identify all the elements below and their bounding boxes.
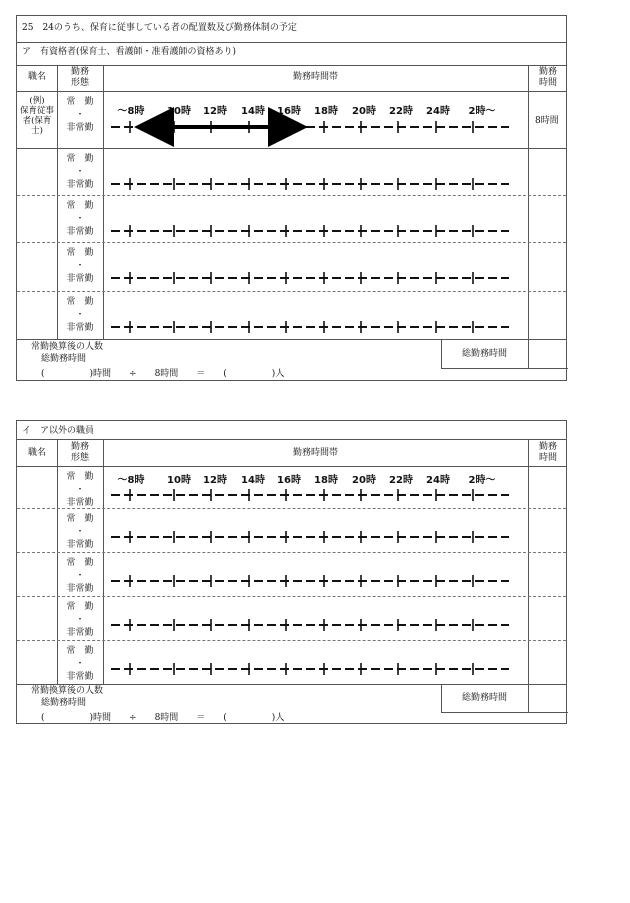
section-a-title: 25 24のうち、保育に従事している者の配置数及び勤務体制の予定 — [22, 23, 297, 33]
footer-line2: 総勤務時間 — [41, 354, 87, 364]
employment-full: 常 勤 — [66, 201, 94, 211]
footer-line2-b: 総勤務時間 — [41, 698, 87, 708]
time-label: ～8時 — [117, 475, 145, 486]
header-work-type-b: 勤務 形態 — [70, 442, 89, 463]
employment-part: 非常勤 — [66, 628, 94, 638]
employment-dot: ・ — [75, 527, 85, 537]
employment-part: 非常勤 — [66, 672, 94, 682]
timeline-grid-b — [17, 421, 568, 725]
example-role: (例) 保育従事 者(保育 士) — [19, 96, 54, 136]
footer-formula-b: ( )時間 ÷ 8時間 ＝ ( )人 — [41, 713, 285, 723]
header-work-type: 勤務 形態 — [70, 67, 89, 88]
employment-dot: ・ — [75, 261, 85, 271]
header-role-b: 職名 — [27, 448, 46, 458]
time-label: 24時 — [426, 475, 450, 486]
section-a-table — [16, 15, 567, 381]
employment-full: 常 勤 — [66, 97, 94, 107]
section-b-table — [16, 420, 567, 724]
employment-part: 非常勤 — [66, 123, 94, 133]
time-label: 12時 — [203, 106, 227, 117]
header-hours: 勤務 時間 — [538, 67, 557, 88]
employment-dot: ・ — [75, 214, 85, 224]
section-a-subtitle: ア 有資格者(保育士、看護師・准看護師の資格あり) — [22, 47, 237, 57]
employment-full: 常 勤 — [66, 646, 94, 656]
employment-full: 常 勤 — [66, 602, 94, 612]
section-b-subtitle: イ ア以外の職員 — [22, 426, 95, 436]
employment-part: 非常勤 — [66, 227, 94, 237]
time-label: 2時～ — [468, 475, 496, 486]
employment-dot: ・ — [75, 659, 85, 669]
time-label: 14時 — [241, 106, 265, 117]
employment-part: 非常勤 — [66, 540, 94, 550]
time-label: 12時 — [203, 475, 227, 486]
time-label: 22時 — [389, 106, 413, 117]
example-hours: 8時間 — [535, 116, 559, 126]
time-label: 20時 — [352, 106, 376, 117]
employment-part: 非常勤 — [66, 323, 94, 333]
time-label: 20時 — [352, 475, 376, 486]
time-label: 14時 — [241, 475, 265, 486]
header-time-band-b: 勤務時間帯 — [292, 448, 338, 458]
employment-part: 非常勤 — [66, 274, 94, 284]
employment-dot: ・ — [75, 167, 85, 177]
header-role: 職名 — [27, 72, 46, 82]
time-label: 18時 — [314, 475, 338, 486]
footer-total-label-b: 総勤務時間 — [461, 693, 507, 703]
employment-full: 常 勤 — [66, 514, 94, 524]
employment-dot: ・ — [75, 571, 85, 581]
employment-part: 非常勤 — [66, 180, 94, 190]
time-label: 10時 — [167, 106, 191, 117]
time-label: ～8時 — [117, 106, 145, 117]
footer-total-label: 総勤務時間 — [461, 349, 507, 359]
time-label: 18時 — [314, 106, 338, 117]
footer-formula: ( )時間 ÷ 8時間 ＝ ( )人 — [41, 369, 285, 379]
employment-dot: ・ — [75, 310, 85, 320]
time-label: 10時 — [167, 475, 191, 486]
employment-full: 常 勤 — [66, 154, 94, 164]
employment-part: 非常勤 — [66, 498, 94, 508]
employment-full: 常 勤 — [66, 558, 94, 568]
header-time-band: 勤務時間帯 — [292, 72, 338, 82]
time-label: 16時 — [277, 106, 301, 117]
employment-full: 常 勤 — [66, 297, 94, 307]
employment-full: 常 勤 — [66, 472, 94, 482]
time-label: 2時～ — [468, 106, 496, 117]
employment-dot: ・ — [75, 110, 85, 120]
timeline-grid-a — [17, 16, 568, 382]
header-hours-b: 勤務 時間 — [538, 442, 557, 463]
time-label: 16時 — [277, 475, 301, 486]
employment-part: 非常勤 — [66, 584, 94, 594]
footer-line1: 常勤換算後の人数 — [31, 342, 104, 352]
employment-dot: ・ — [75, 485, 85, 495]
time-label: 24時 — [426, 106, 450, 117]
footer-line1-b: 常勤換算後の人数 — [31, 686, 104, 696]
employment-dot: ・ — [75, 615, 85, 625]
employment-full: 常 勤 — [66, 248, 94, 258]
time-label: 22時 — [389, 475, 413, 486]
